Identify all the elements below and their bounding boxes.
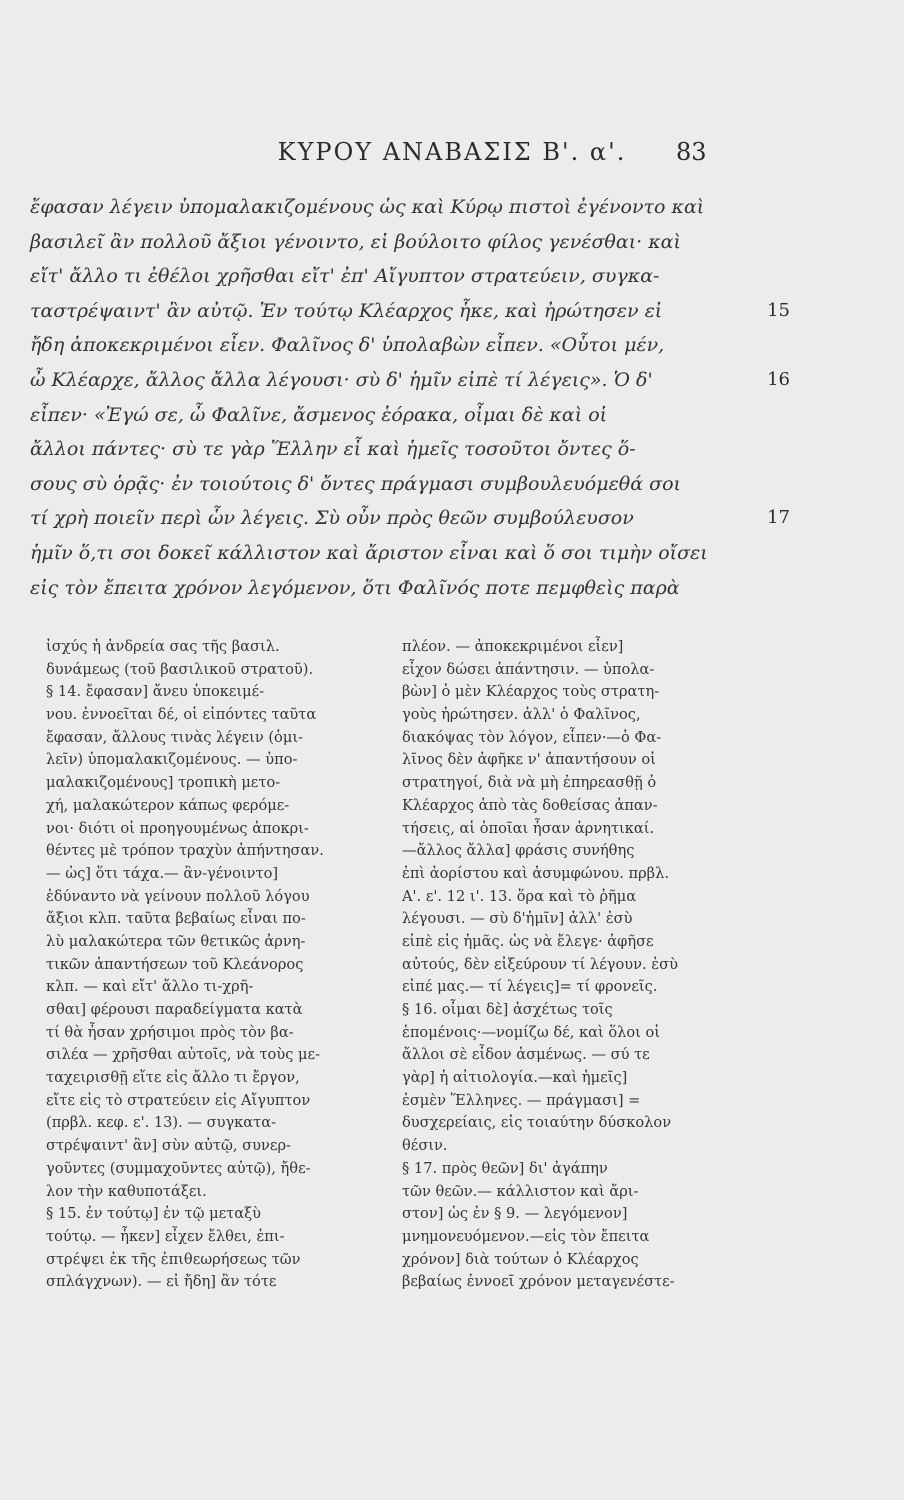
commentary-line: — ὡς] ὅτι τάχα.— ἂν-γένοιντο] xyxy=(46,864,279,882)
section-number-marker: 17 xyxy=(767,507,790,529)
commentary-line: ἐπὶ ἀορίστου καὶ ἀσυμφώνου. πρβλ. xyxy=(402,864,669,882)
commentary-line: διακόψας τὸν λόγον, εἶπεν·—ὁ Φα- xyxy=(402,728,662,746)
commentary-line: δυσχερείαις, εἰς τοιαύτην δύσκολον xyxy=(402,1114,672,1132)
page-number: 83 xyxy=(676,138,707,166)
commentary-line: τήσεις, αἱ ὁποῖαι ἦσαν ἀρνητικαί. xyxy=(402,819,655,837)
commentary-line: μνημονευόμενον.—εἰς τὸν ἔπειτα xyxy=(402,1227,650,1245)
commentary-line: εἰπέ μας.— τί λέγεις]= τί φρονεῖς. xyxy=(402,978,658,996)
main-text-line: ἄλλοι πάντες· σὺ τε γὰρ Ἕλλην εἶ καὶ ἡμεῖς τοσοῦτοι ὄντες ὅ- xyxy=(30,438,636,461)
commentary-left-column xyxy=(46,636,446,1294)
main-text-line: ἤδη ἀποκεκριμένοι εἶεν. Φαλῖνος δ' ὑπολαβὼν εἶπεν. «Οὗτοι μέν, xyxy=(30,334,665,357)
commentary-line: γοὺς ἠρώτησεν. ἀλλ' ὁ Φαλῖνος, xyxy=(402,706,641,724)
commentary-line: τί θὰ ἦσαν χρήσιμοι πρὸς τὸν βα- xyxy=(46,1023,294,1041)
commentary-line: Κλέαρχος ἀπὸ τὰς δοθείσας ἀπαν- xyxy=(402,796,658,814)
main-text-line: ὦ Κλέαρχε, ἄλλος ἄλλα λέγουσι· σὺ δ' ἡμῖν εἰπὲ τί λέγεις». Ὁ δ' xyxy=(30,368,653,391)
commentary-line: νου. ἐννοεῖται δέ, οἱ εἰπόντες ταῦτα xyxy=(46,706,317,724)
main-text-line: ἡμῖν ὅ,τι σοι δοκεῖ κάλλιστον καὶ ἄριστον εἶναι καὶ ὅ σοι τιμὴν οἴσει xyxy=(30,541,708,564)
commentary-line: στρέψαιντ' ἂν] σὺν αὐτῷ, συνερ- xyxy=(46,1137,291,1155)
commentary-line: ἰσχύς ἡ ἀνδρεία σας τῆς βασιλ. xyxy=(46,638,280,655)
commentary-line: εἰπὲ εἰς ἡμᾶς. ὡς νὰ ἔλεγε· ἀφῆσε xyxy=(402,932,654,950)
commentary-line: τικῶν ἀπαντήσεων τοῦ Κλεάνορος xyxy=(46,955,304,973)
commentary-line: βεβαίως ἐννοεῖ χρόνον μεταγενέστε- xyxy=(402,1273,675,1291)
commentary-line: νοι· διότι οἱ προηγουμένως ἀποκρι- xyxy=(46,819,309,837)
commentary-line: § 16. οἶμαι δὲ] ἀσχέτως τοῖς xyxy=(402,1001,613,1018)
commentary-line: ἑπομένοις·—νομίζω δέ, καὶ ὅλοι οἱ xyxy=(402,1023,661,1041)
commentary-line: λὺ μαλακώτερα τῶν θετικῶς ἀρνη- xyxy=(46,932,306,950)
commentary-line: κλπ. — καὶ εἴτ' ἄλλο τι-χρῆ- xyxy=(46,978,254,996)
running-header-title: ΚΥΡΟΥ ΑΝΑΒΑΣΙΣ Β'. α'. xyxy=(277,138,627,166)
commentary-line: ἐσμὲν Ἕλληνες. — πράγμασι] = xyxy=(402,1091,641,1109)
main-text-line: βασιλεῖ ἂν πολλοῦ ἄξιοι γένοιντο, εἰ βούλοιτο φίλος γενέσθαι· καὶ xyxy=(30,230,681,253)
commentary-line: § 14. ἔφασαν] ἄνευ ὑποκειμέ- xyxy=(46,683,265,701)
main-text-line: σους σὺ ὁρᾷς· ἐν τοιούτοις δ' ὄντες πράγμασι συμβουλευόμεθά σοι xyxy=(30,472,681,495)
commentary-line: σπλάγχνων). — εἰ ἤδη] ἂν τότε xyxy=(46,1273,277,1291)
commentary-line: λέγουσι. — σὺ δ'ἡμῖν] ἀλλ' ἐσὺ xyxy=(402,910,633,928)
main-text-line: εἰς τὸν ἔπειτα χρόνον λεγόμενον, ὅτι Φαλῖνός ποτε πεμφθεὶς παρὰ xyxy=(30,576,680,599)
commentary-line: τούτῳ. — ἧκεν] εἶχεν ἔλθει, ἐπι- xyxy=(46,1227,285,1245)
commentary-line: (πρβλ. κεφ. ε'. 13). — συγκατα- xyxy=(46,1114,277,1132)
main-text-line: εἴτ' ἄλλο τι ἐθέλοι χρῆσθαι εἴτ' ἐπ' Αἴγυπτον στρατεύειν, συγκα- xyxy=(30,265,660,288)
commentary-line: πλέον. — ἀποκεκριμένοι εἶεν] xyxy=(402,638,624,655)
commentary-line: χή, μαλακώτερον κάπως φερόμε- xyxy=(46,796,290,814)
commentary-line: δυνάμεως (τοῦ βασιλικοῦ στρατοῦ). xyxy=(46,660,314,678)
main-text-line: ἔφασαν λέγειν ὑπομαλακιζομένους ὡς καὶ Κύρῳ πιστοὶ ἐγένοντο καὶ xyxy=(30,196,705,218)
commentary-line: βὼν] ὁ μὲν Κλέαρχος τοὺς στρατη- xyxy=(402,683,660,701)
commentary-line: ἄξιοι κλπ. ταῦτα βεβαίως εἶναι πο- xyxy=(46,910,306,928)
commentary-line: λῖνος δὲν ἀφῆκε ν' ἀπαντήσουν οἱ xyxy=(402,751,656,769)
commentary-line: τῶν θεῶν.— κάλλιστον καὶ ἄρι- xyxy=(402,1182,639,1200)
commentary-line: εἶχον δώσει ἀπάντησιν. — ὑπολα- xyxy=(402,660,655,678)
commentary-line: χρόνον] διὰ τούτων ὁ Κλέαρχος xyxy=(402,1250,639,1268)
section-number-marker: 16 xyxy=(767,369,790,390)
commentary-line: σιλέα — χρῆσθαι αὐτοῖς, νὰ τοὺς με- xyxy=(46,1046,320,1064)
commentary-line: ταχειρισθῇ εἴτε εἰς ἄλλο τι ἔργον, xyxy=(46,1069,300,1087)
commentary-line: γοῦντες (συμμαχοῦντες αὐτῷ), ἤθε- xyxy=(46,1159,311,1177)
section-number-marker: 15 xyxy=(767,299,790,321)
commentary-line: § 15. ἐν τούτῳ] ἐν τῷ μεταξὺ xyxy=(46,1205,262,1223)
commentary-line: γὰρ] ἡ αἰτιολογία.—καὶ ἡμεῖς] xyxy=(402,1069,628,1087)
commentary-line: εἴτε εἰς τὸ στρατεύειν εἰς Αἴγυπτον xyxy=(46,1091,311,1109)
commentary-line: λον τὴν καθυποτάξει. xyxy=(46,1182,207,1200)
commentary-line: § 17. πρὸς θεῶν] δι' ἀγάπην xyxy=(402,1159,608,1177)
commentary-line: ἐδύναντο νὰ γείνουν πολλοῦ λόγου xyxy=(46,887,310,905)
commentary-line: —ἄλλος ἄλλα] φράσις συνήθης xyxy=(402,842,635,860)
commentary-line: θέντες μὲ τρόπον τραχὺν ἀπήντησαν. xyxy=(46,842,324,860)
commentary-line: μαλακιζομένους] τροπικὴ μετο- xyxy=(46,774,281,792)
commentary-line: αὐτούς, δὲν εἰξεύρουν τί λέγουν. ἐσὺ xyxy=(402,955,678,973)
commentary-line: λεῖν) ὑπομαλακιζομένους. — ὑπο- xyxy=(46,751,298,769)
commentary-line: ἔφασαν, ἄλλους τινὰς λέγειν (ὁμι- xyxy=(46,728,303,746)
main-text-line: εἶπεν· «Ἐγώ σε, ὦ Φαλῖνε, ἄσμενος ἑόρακα, οἶμαι δὲ καὶ οἱ xyxy=(30,403,608,426)
commentary-line: στρέψει ἐκ τῆς ἐπιθεωρήσεως τῶν xyxy=(46,1250,301,1268)
main-text-line: ταστρέψαιντ' ἂν αὐτῷ. Ἐν τούτῳ Κλέαρχος ἧκε, καὶ ἠρώτησεν εἰ xyxy=(30,299,663,322)
commentary-line: σθαι] φέρουσι παραδείγματα κατὰ xyxy=(46,1001,303,1018)
commentary-line: στρατηγοί, διὰ νὰ μὴ ἐπηρεασθῇ ὁ xyxy=(402,774,657,792)
commentary-line: ἄλλοι σὲ εἶδον ἀσμένως. — σύ τε xyxy=(402,1046,650,1064)
commentary-line: στον] ὡς ἐν § 9. — λεγόμενον] xyxy=(402,1205,628,1223)
main-text-block xyxy=(30,190,790,605)
commentary-line: θέσιν. xyxy=(402,1137,448,1155)
commentary-right-column xyxy=(402,636,782,1294)
commentary-line: Α'. ε'. 12 ι'. 13. ὅρα καὶ τὸ ῥῆμα xyxy=(402,887,637,905)
main-text-line: τί χρὴ ποιεῖν περὶ ὧν λέγεις. Σὺ οὖν πρὸς θεῶν συμβούλευσον xyxy=(30,507,634,530)
